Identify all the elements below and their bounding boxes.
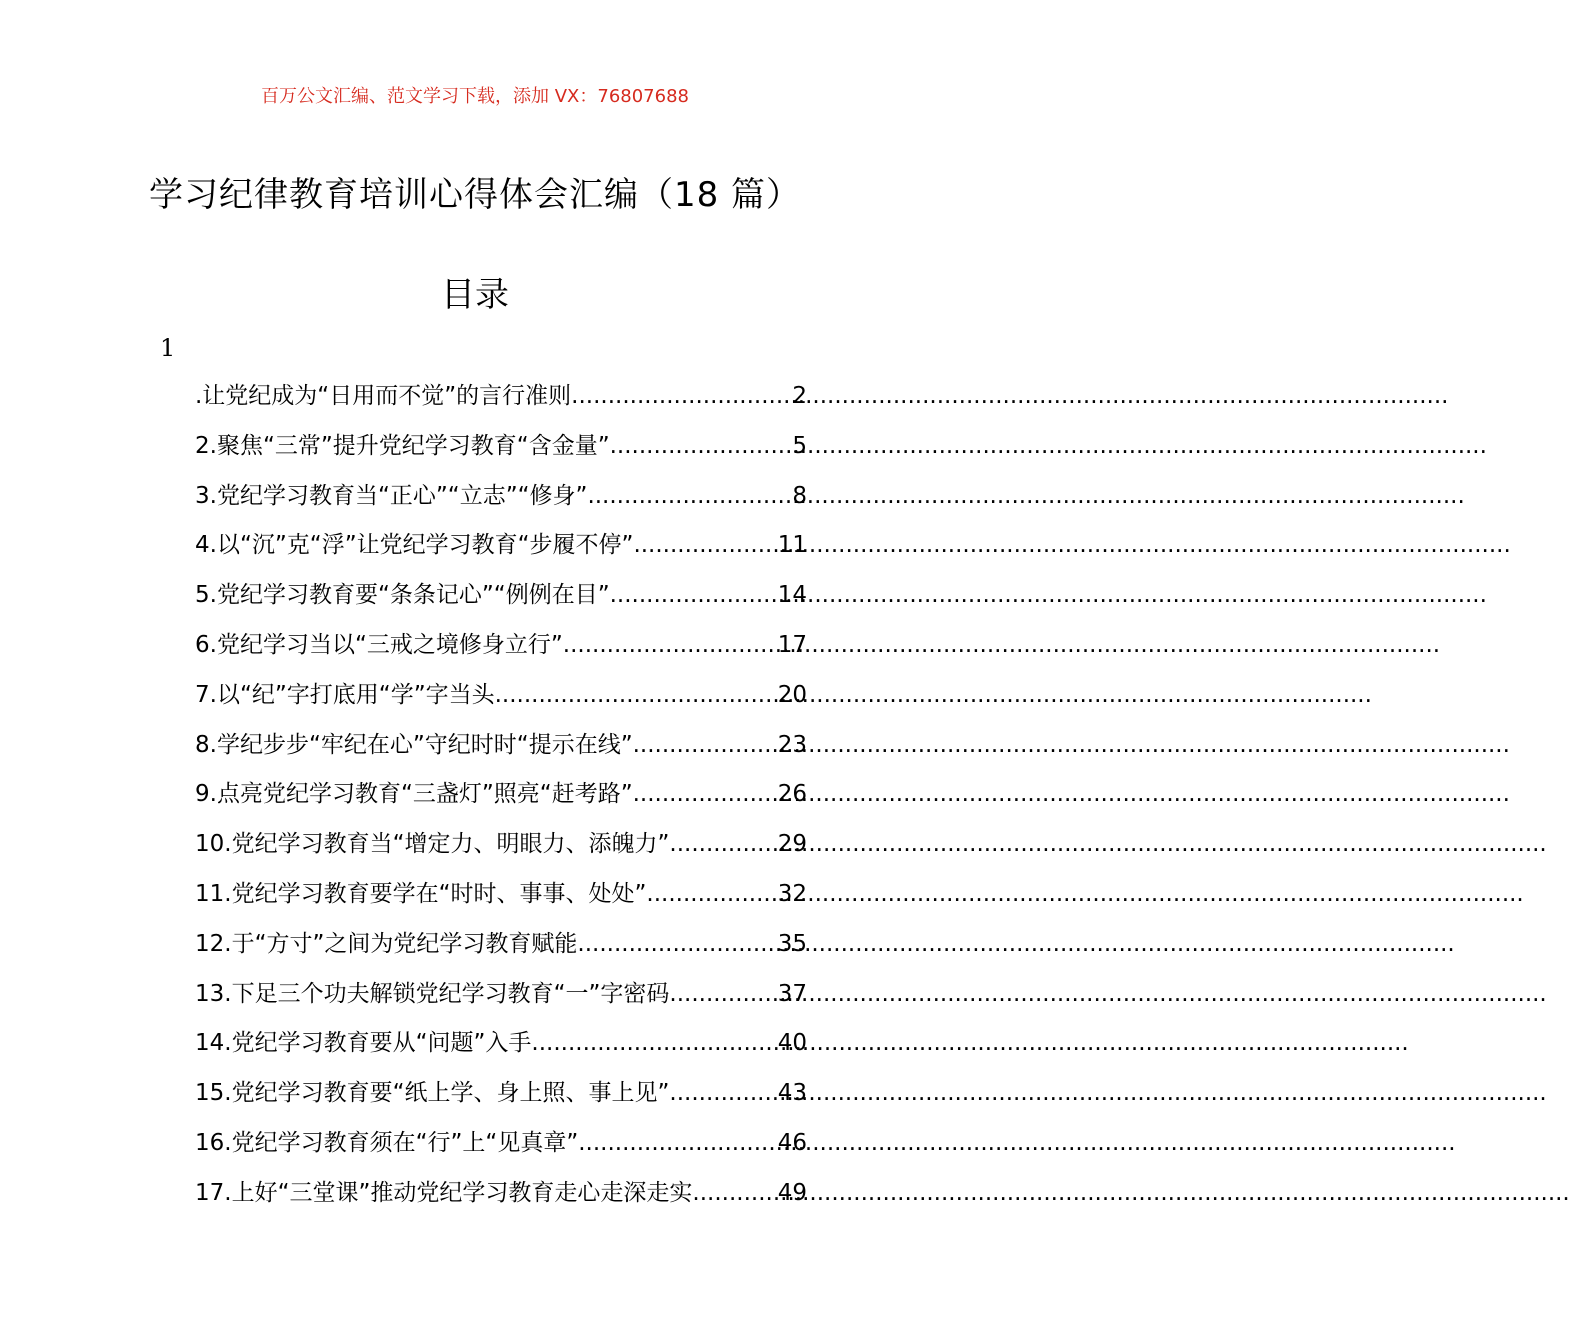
toc-leader-dots: [563, 625, 778, 665]
toc-leader-dots: [633, 774, 778, 814]
toc-leader-dots: [578, 1123, 777, 1163]
toc-entry-page: 20: [777, 681, 807, 708]
toc-entry-page: 40: [777, 1030, 807, 1057]
toc-leader-dots: [633, 725, 778, 765]
toc-entry-1[interactable]: [195, 376, 807, 426]
toc-entry-page: 29: [777, 831, 807, 858]
toc-entry-12[interactable]: [195, 924, 807, 974]
page-marker: 1: [160, 334, 176, 362]
toc-leader-dots: [646, 874, 777, 914]
toc-leader-dots: [495, 675, 778, 715]
toc-leader-dots: [669, 974, 777, 1014]
toc-entry-page: 43: [777, 1080, 807, 1107]
document-title: 学习纪律教育培训心得体会汇编（18 篇）: [148, 175, 802, 215]
toc-entry-9[interactable]: [195, 774, 807, 824]
toc-entry-page: 46: [777, 1129, 807, 1156]
toc-entry-17[interactable]: [195, 1173, 807, 1223]
toc-entry-page: 2: [792, 383, 807, 409]
toc-leader-dots: [587, 476, 792, 516]
toc-entry-page: 14: [777, 582, 807, 609]
table-of-contents: [195, 376, 807, 1223]
toc-entry-4[interactable]: [195, 525, 807, 575]
header-notice: 百万公文汇编、范文学习下载，添加 VX：76807688: [261, 86, 689, 107]
toc-entry-6[interactable]: [195, 625, 807, 675]
toc-entry-page: 11: [777, 532, 807, 559]
toc-entry-title: 9.点亮党纪学习教育“三盏灯”照亮“赶考路”: [195, 781, 633, 808]
toc-entry-16[interactable]: [195, 1123, 807, 1173]
toc-entry-page: 32: [777, 880, 807, 907]
toc-entry-title: 8.学纪步步“牢纪在心”守纪时时“提示在线”: [195, 731, 633, 758]
toc-leader-dots: [610, 426, 793, 466]
toc-leader-dots: [633, 525, 777, 565]
toc-entry-title: 7.以“纪”字打底用“学”字当头: [195, 681, 495, 708]
toc-entry-title: .让党纪成为“日用而不觉”的言行准则: [195, 383, 572, 409]
toc-entry-title: 4.以“沉”克“浮”让党纪学习教育“步履不停”: [195, 532, 634, 559]
toc-leader-dots: [669, 824, 777, 864]
toc-leader-dots: [531, 1023, 777, 1063]
toc-entry-page: 49: [777, 1179, 807, 1206]
toc-entry-page: 37: [777, 980, 807, 1007]
toc-entry-title: 6.党纪学习当以“三戒之境修身立行”: [195, 631, 563, 658]
toc-entry-title: 11.党纪学习教育要学在“时时、事事、处处”: [195, 880, 647, 907]
toc-entry-11[interactable]: [195, 874, 807, 924]
toc-entry-title: 12.于“方寸”之间为党纪学习教育赋能: [195, 930, 578, 957]
toc-entry-5[interactable]: [195, 575, 807, 625]
toc-entry-page: 17: [777, 631, 807, 658]
toc-leader-dots: [577, 924, 777, 964]
toc-leader-dots: [610, 575, 778, 615]
toc-entry-page: 5: [792, 432, 807, 459]
toc-entry-7[interactable]: [195, 675, 807, 725]
toc-heading: 目录: [441, 275, 509, 315]
toc-entry-title: 2.聚焦“三常”提升党纪学习教育“含金量”: [195, 432, 610, 459]
toc-entry-2[interactable]: [195, 426, 807, 476]
toc-entry-page: 8: [792, 482, 807, 509]
toc-entry-8[interactable]: [195, 725, 807, 775]
toc-entry-13[interactable]: [195, 974, 807, 1024]
toc-leader-dots: [669, 1073, 777, 1113]
toc-entry-title: 5.党纪学习教育要“条条记心”“例例在目”: [195, 582, 610, 609]
toc-entry-10[interactable]: [195, 824, 807, 874]
toc-entry-title: 16.党纪学习教育须在“行”上“见真章”: [195, 1129, 579, 1156]
toc-entry-page: 35: [777, 930, 807, 957]
toc-entry-title: 13.下足三个功夫解锁党纪学习教育“一”字密码: [195, 980, 670, 1007]
toc-entry-title: 3.党纪学习教育当“正心”“立志”“修身”: [195, 482, 588, 509]
toc-entry-title: 10.党纪学习教育当“增定力、明眼力、添魄力”: [195, 831, 670, 858]
toc-entry-title: 15.党纪学习教育要“纸上学、身上照、事上见”: [195, 1080, 670, 1107]
toc-entry-3[interactable]: [195, 476, 807, 526]
toc-leader-dots: [571, 376, 792, 416]
toc-entry-title: 14.党纪学习教育要从“问题”入手: [195, 1030, 532, 1057]
toc-entry-14[interactable]: [195, 1023, 807, 1073]
toc-entry-title: 17.上好“三堂课”推动党纪学习教育走心走深走实: [195, 1179, 693, 1206]
toc-entry-15[interactable]: [195, 1073, 807, 1123]
toc-leader-dots: [692, 1173, 777, 1213]
toc-entry-page: 26: [777, 781, 807, 808]
toc-entry-page: 23: [777, 731, 807, 758]
